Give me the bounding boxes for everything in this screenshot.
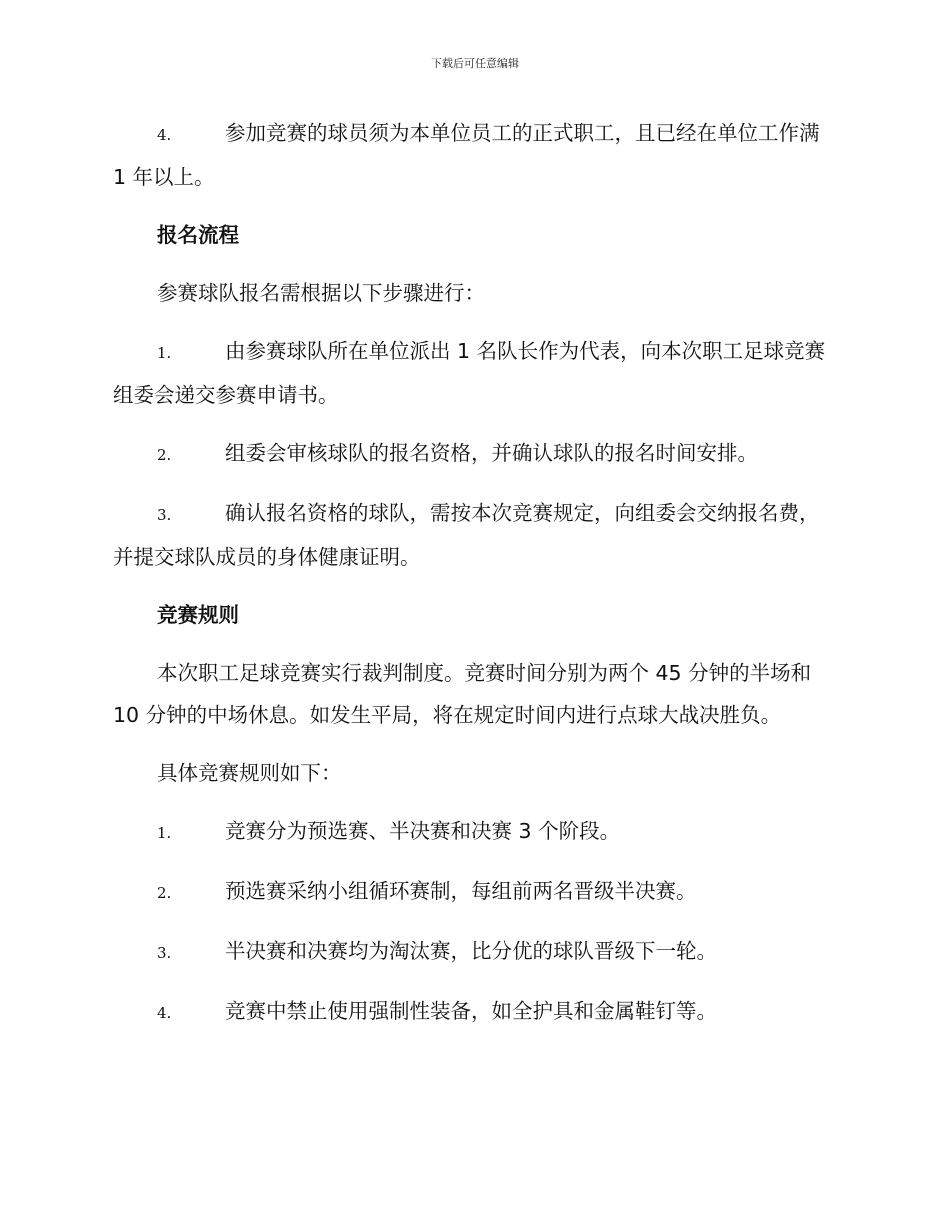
registration-intro: 参赛球队报名需根据以下步骤进行： (157, 281, 485, 305)
list-text: 竞赛中禁止使用强制性装备，如全护具和金属鞋钉等。 (225, 999, 717, 1023)
list-number: 3. (157, 506, 172, 524)
rule-item-2 (113, 870, 838, 914)
section-heading-rules: 竞赛规则 (157, 603, 239, 627)
list-number: 3. (157, 944, 172, 962)
registration-step-3 (113, 492, 838, 578)
list-text: 半决赛和决赛均为淘汰赛，比分优的球队晋级下一轮。 (225, 939, 717, 963)
registration-step-2 (113, 432, 838, 476)
list-number: 2. (157, 884, 172, 902)
list-number: 4. (157, 1004, 172, 1022)
list-text: 由参赛球队所在单位派出 1 名队长作为代表，向本次职工足球竞赛组委会递交参赛申请书。 (113, 339, 826, 407)
rule-item-1 (113, 810, 838, 854)
rule-item-3 (113, 930, 838, 974)
list-number: 4. (157, 126, 172, 144)
rules-list-intro: 具体竞赛规则如下： (157, 761, 342, 785)
list-text: 组委会审核球队的报名资格，并确认球队的报名时间安排。 (225, 441, 758, 465)
registration-step-1 (113, 330, 838, 416)
list-number: 1. (157, 824, 172, 842)
requirement-item-4 (113, 112, 838, 198)
header-note: 下载后可任意编辑 (431, 57, 519, 70)
rules-intro: 本次职工足球竞赛实行裁判制度。竞赛时间分别为两个 45 分钟的半场和 10 分钟的中场休息。如发生平局，将在规定时间内进行点球大战决胜负。 (113, 661, 812, 727)
list-number: 1. (157, 344, 172, 362)
section-heading-registration: 报名流程 (157, 223, 239, 247)
list-number: 2. (157, 446, 172, 464)
list-text: 预选赛采纳小组循环赛制，每组前两名晋级半决赛。 (225, 879, 697, 903)
list-text: 确认报名资格的球队，需按本次竞赛规定，向组委会交纳报名费，并提交球队成员的身体健康证明。 (113, 501, 820, 569)
rule-item-4 (113, 990, 838, 1034)
list-text: 参加竞赛的球员须为本单位员工的正式职工，且已经在单位工作满 1 年以上。 (113, 121, 820, 189)
list-text: 竞赛分为预选赛、半决赛和决赛 3 个阶段。 (225, 819, 621, 843)
document-body (113, 112, 838, 1034)
